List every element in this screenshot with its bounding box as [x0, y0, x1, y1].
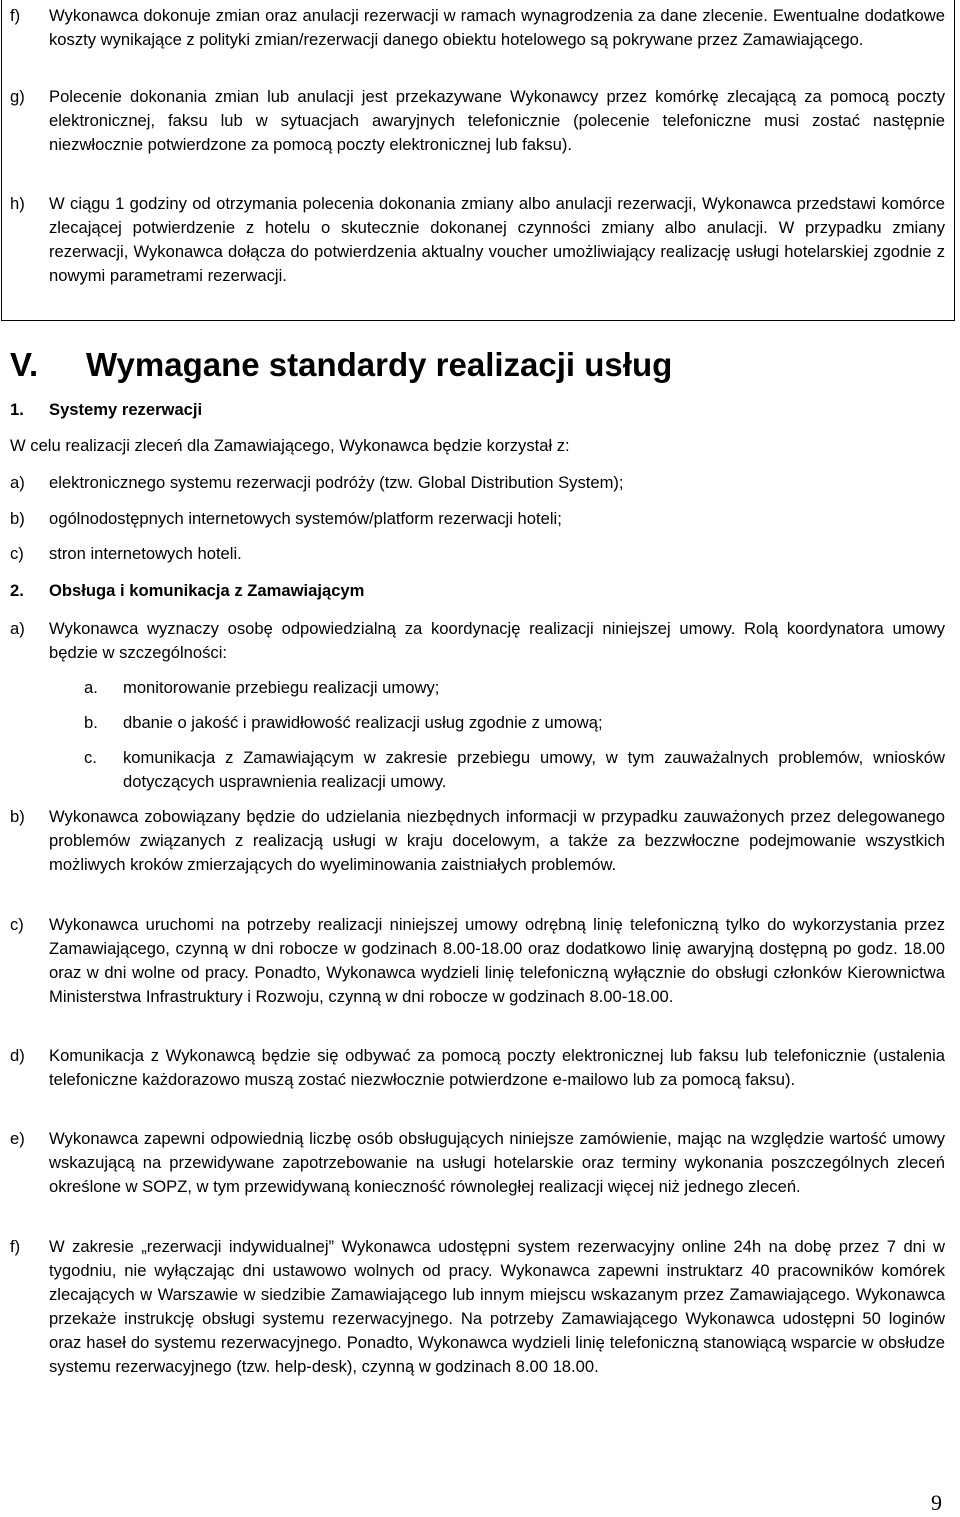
item-marker: b): [10, 509, 25, 528]
sub-item: [84, 711, 945, 735]
item-marker: c): [10, 544, 24, 563]
item-e: [10, 1127, 945, 1199]
item-marker: d): [10, 1046, 25, 1065]
item-f: [10, 4, 945, 52]
sub-item: [84, 746, 945, 794]
section-heading: [10, 343, 672, 387]
intro-text: W celu realizacji zleceń dla Zamawiającego, Wykonawca będzie korzystał z:: [10, 436, 570, 455]
sub-item-text: monitorowanie przebiegu realizacji umowy;: [123, 678, 440, 697]
item-g: [10, 85, 945, 157]
list-item: [10, 471, 945, 495]
subsection-heading-2: [10, 579, 364, 603]
page-number: 9: [931, 1490, 942, 1515]
list-item: [10, 507, 945, 531]
item-text: Komunikacja z Wykonawcą będzie się odbywać za pomocą poczty elektronicznej lub faksu lub telefonicznie (ustalenia telefoniczne każdorazowo muszą zostać niezwłocznie potwierdzone e-mailowo lub za pomocą faksu).: [49, 1046, 945, 1089]
item-text: Wykonawca zobowiązany będzie do udzielania niezbędnych informacji w przypadku zauważonych przez delegowanego problemów związanych z realizacją usługi w kraju docelowym, a także za bezzwłoczne podejmowanie wszystkich możliwych kroków zmierzających do wyeliminowania zaistniałych problemów.: [49, 807, 945, 874]
subsection-title: Systemy rezerwacji: [49, 400, 203, 419]
item-text: Wykonawca wyznaczy osobę odpowiedzialną za koordynację realizacji niniejszej umowy. Rolą koordynatora umowy będzie w szczególności:: [49, 619, 945, 662]
item-marker: b): [10, 807, 25, 826]
item-d: [10, 1044, 945, 1092]
subsection-title: Obsługa i komunikacja z Zamawiającym: [49, 581, 365, 600]
sub-item-text: dbanie o jakość i prawidłowość realizacji usług zgodnie z umową;: [123, 713, 603, 732]
item-h: [10, 192, 945, 288]
sub-item-marker: b.: [84, 713, 98, 732]
item-text: Polecenie dokonania zmian lub anulacji jest przekazywane Wykonawcy przez komórkę zlecającą za pomocą poczty elektronicznej, faksu lub w sytuacjach awaryjnych telefonicznie (polecenie telefoniczne musi zostać następnie niezwłocznie potwierdzone za pomocą poczty elektronicznej lub faksu).: [49, 87, 945, 154]
subsection-number: 2.: [10, 581, 24, 600]
item-text: W ciągu 1 godziny od otrzymania polecenia dokonania zmiany albo anulacji rezerwacji, Wykonawca przedstawi komórce zlecającej potwierdzenie z hotelu o skutecznie dokonanej czynności zmiany albo anulacji. W przypadku zmiany rezerwacji, Wykonawca dołącza do potwierdzenia aktualny voucher umożliwiający realizację usługi hotelarskiej zgodnie z nowymi parametrami rezerwacji.: [49, 194, 945, 285]
item-text: stron internetowych hoteli.: [49, 544, 242, 563]
item-b: [10, 805, 945, 877]
sub-item-marker: c.: [84, 748, 97, 767]
item-f2: [10, 1235, 945, 1379]
item-text: ogólnodostępnych internetowych systemów/platform rezerwacji hoteli;: [49, 509, 562, 528]
item-marker: h): [10, 194, 25, 213]
section-number: V.: [10, 346, 39, 383]
item-marker: f): [10, 1237, 21, 1256]
item-text: Wykonawca dokonuje zmian oraz anulacji rezerwacji w ramach wynagrodzenia za dane zlecenie. Ewentualne dodatkowe koszty wynikające z polityki zmian/rezerwacji danego obiektu hotelowego są pokrywane przez Zamawiającego.: [49, 6, 945, 49]
subsection-heading-1: [10, 398, 202, 422]
item-text: elektronicznego systemu rezerwacji podróży (tzw. Global Distribution System);: [49, 473, 624, 492]
item-a: [10, 617, 945, 665]
sub-item-text: komunikacja z Zamawiającym w zakresie przebiegu umowy, w tym zauważalnych problemów, wniosków dotyczących usprawnienia realizacji umowy.: [123, 748, 945, 791]
item-marker: g): [10, 87, 25, 106]
sub-item: [84, 676, 945, 700]
item-text: Wykonawca uruchomi na potrzeby realizacji niniejszej umowy odrębną linię telefoniczną tylko do wykorzystania przez Zamawiającego, czynną w dni robocze w godzinach 8.00-18.00 oraz dodatkowo linię awaryjną dostępną po godz. 18.00 oraz w dni wolne od pracy. Ponadto, Wykonawca wydzieli linię telefoniczną wyłącznie do obsługi członków Kierownictwa Ministerstwa Infrastruktury i Rozwoju, czynną w dni robocze w godzinach 8.00-18.00.: [49, 915, 945, 1006]
list-item: [10, 542, 945, 566]
item-c: [10, 913, 945, 1009]
item-marker: c): [10, 915, 24, 934]
item-text: W zakresie „rezerwacji indywidualnej” Wykonawca udostępni system rezerwacyjny online 24h na dobę przez 7 dni w tygodniu, nie wyłączając dni ustawowo wolnych od pracy. Wykonawca zapewni instruktarz 40 pracowników komórek zlecających w Warszawie w siedzibie Zamawiającego lub innym miejscu wskazanym przez Zamawiającego. Wykonawca przekaże instrukcję obsługi systemu rezerwacyjnego. Na potrzeby Zamawiającego Wykonawca udostępni 50 loginów oraz haseł do systemu rezerwacyjnego. Ponadto, Wykonawca wydzieli linię telefoniczną stanowiącą wsparcie w obsłudze systemu rezerwacyjnego (tzw. help-desk), czynną w godzinach 8.00 18.00.: [49, 1237, 945, 1376]
item-text: Wykonawca zapewni odpowiednią liczbę osób obsługujących niniejsze zamówienie, mając na względzie wartość umowy wskazującą na przewidywane zapotrzebowanie na usługi hotelarskie oraz terminy wykonania poszczególnych zleceń określone w SOPZ, w tym przewidywaną konieczność równoległej realizacji więcej niż jednego zleceń.: [49, 1129, 945, 1196]
item-marker: f): [10, 6, 21, 25]
item-marker: a): [10, 619, 25, 638]
sub-item-marker: a.: [84, 678, 98, 697]
subsection-number: 1.: [10, 400, 24, 419]
item-marker: e): [10, 1129, 25, 1148]
section-title: Wymagane standardy realizacji usług: [86, 346, 673, 383]
item-marker: a): [10, 473, 25, 492]
